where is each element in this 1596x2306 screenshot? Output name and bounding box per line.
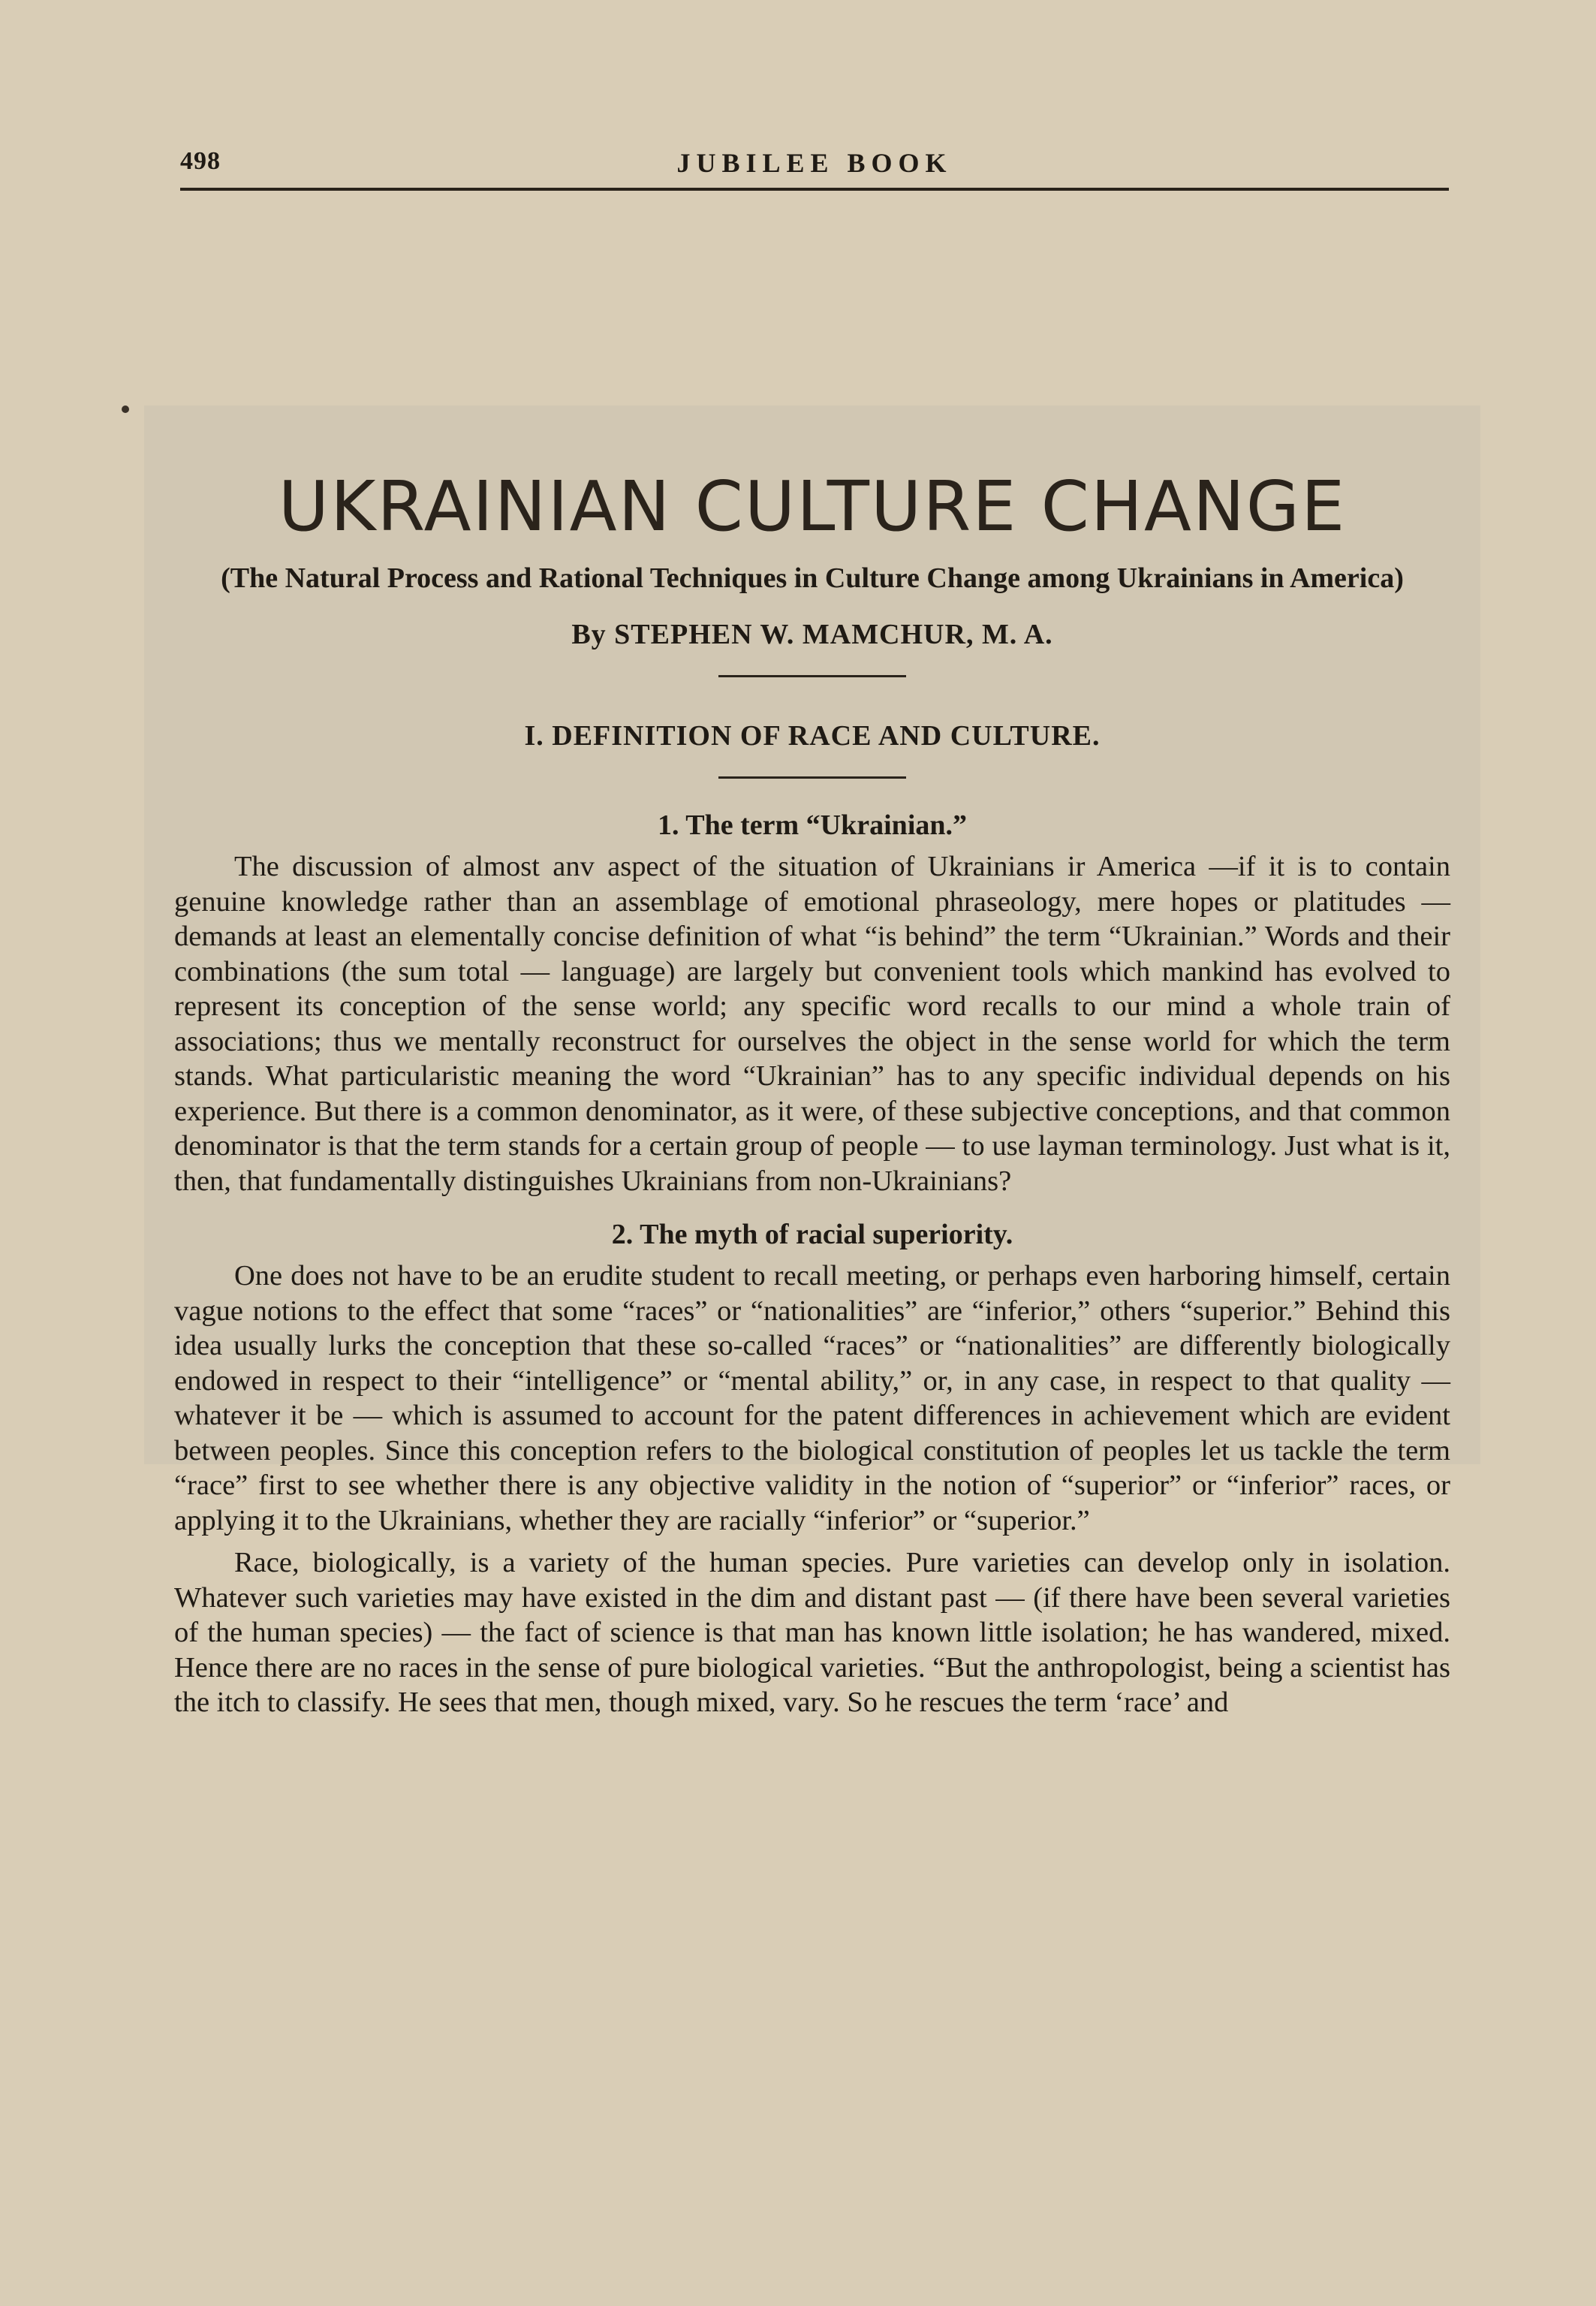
running-head: JUBILEE BOOK bbox=[676, 148, 953, 178]
article-subtitle: (The Natural Process and Rational Techniques in Culture Change among Ukrainians in America) bbox=[221, 562, 1404, 594]
header-rule bbox=[180, 188, 1449, 191]
subsection-heading: 2. The myth of racial superiority. bbox=[611, 1219, 1013, 1250]
page-number: 498 bbox=[180, 147, 221, 175]
section-heading: I. DEFINITION OF RACE AND CULTURE. bbox=[524, 720, 1101, 752]
article bbox=[174, 405, 1450, 2208]
byline: By STEPHEN W. MAMCHUR, M. A. bbox=[571, 619, 1053, 650]
paragraph: Race, biologically, is a variety of the human species. Pure varieties can develop only in isolation. Whatever such varieties may have existed in the dim and distant past — (if there have been several varieties of the human species) — the fact of science is that man has known little isolation; he has wandered, mixed. Hence there are no races in the sense of pure biological varieties. “But the anthropologist, being a scientist has the itch to classify. He sees that men, though mixed, vary. So he rescues the term ‘race’ and bbox=[174, 1547, 1450, 1718]
paragraph: One does not have to be an erudite student to recall meeting, or perhaps even harboring himself, certain vague notions to the effect that some “races” or “nationalities” are “inferior,” others “superior.” Behind this idea usually lurks the conception that these so-called “races” or “nationalities” are differently biologically endowed in respect to their “intelligence” or “mental ability,” or, in any case, in respect to that quality — whatever it be — which is assumed to account for the patent differences in achievement which are evident between peoples. Since this conception refers to the biological constitution of peoples let us tackle the term “race” first to see whether there is any objective validity in the notion of “superior” or “inferior” races, or applying it to the Ukrainians, whether they are racially “inferior” or “superior.” bbox=[174, 1260, 1450, 1536]
divider-rule bbox=[718, 675, 906, 677]
page-header bbox=[180, 147, 1449, 192]
ink-speck bbox=[122, 405, 129, 413]
paragraph: The discussion of almost anv aspect of the situation of Ukrainians ir America —if it is to contain genuine knowledge rather than an assemblage of emotional phraseology, mere hopes or platitudes — demands at least an elementally concise definition of what “is behind” the term “Ukrainian.” Words and their combinations (the sum total — language) are largely but convenient tools which mankind has evolved to represent its conception of the sense world; any specific word recalls to our mind a whole train of associations; thus we mentally reconstruct for ourselves the object in the sense world for which the term stands. What particularistic meaning the word “Ukrainian” has to any specific individual depends on his experience. But there is a common denominator, as it were, of these subjective conceptions, and that common denominator is that the term stands for a certain group of people — to use layman terminology. Just what is it, then, that fundamentally distinguishes Ukrainians from non-Ukrainians? bbox=[174, 851, 1450, 1197]
article-title: UKRAINIAN CULTURE CHANGE bbox=[278, 466, 1347, 547]
divider-rule bbox=[718, 776, 906, 779]
subsection-heading: 1. The term “Ukrainian.” bbox=[657, 809, 968, 841]
